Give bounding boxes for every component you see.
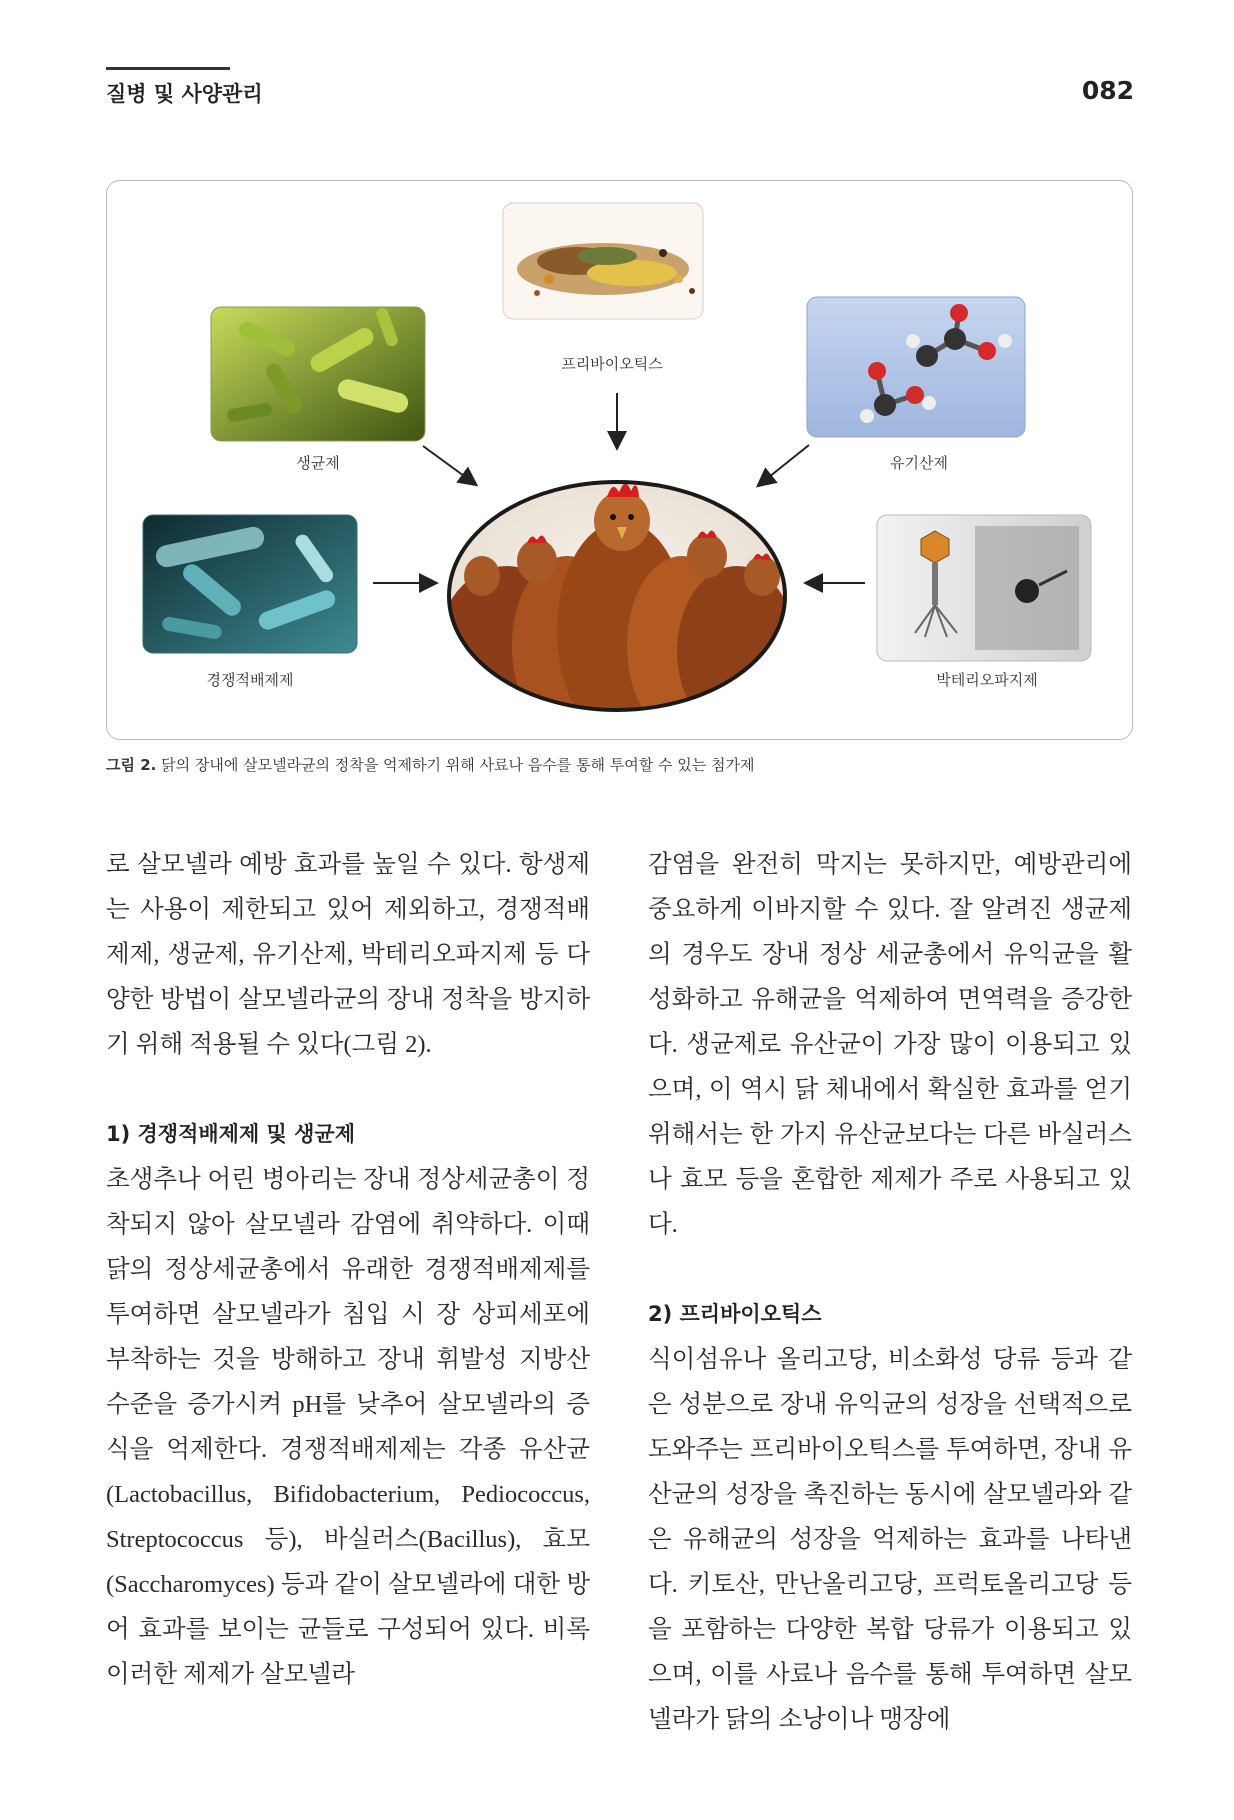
right-paragraph-2: 식이섬유나 올리고당, 비소화성 당류 등과 같은 성분으로 장내 유익균의 성장을 선택적으로 도와주는 프리바이오틱스를 투여하면, 장내 유산균의 성장을 촉진하는 동시에 살모넬라와 같은 유해균의 성장을 억제하는 효과를 나타낸다. 키토산, 만난올리고당, 프럭토올리고당 등을 포함하는 다양한 복합 당류가 이용되고 있으며, 이를 사료나 음수를 통해 투여하면 살모넬라가 닭의 소낭이나 맹장에 <box>648 1346 1132 1733</box>
caption-text: 닭의 장내에 살모넬라균의 정착을 억제하기 위해 사료나 음수를 통해 투여할 수 있는 첨가제 <box>156 756 755 774</box>
probiotics-image <box>211 306 425 441</box>
chickens-image <box>437 482 797 739</box>
label-organic-acids: 유기산제 <box>890 454 948 472</box>
label-competitive-exclusion: 경쟁적배제제 <box>206 671 294 689</box>
competitive-exclusion-image <box>143 515 357 653</box>
left-column <box>106 842 590 1697</box>
left-paragraph-1: 로 살모넬라 예방 효과를 높일 수 있다. 항생제는 사용이 제한되고 있어 제외하고, 경쟁적배제제, 생균제, 유기산제, 박테리오파지제 등 다양한 방법이 살모넬라균의 장내 정착을 방지하기 위해 적용될 수 있다(그림 2). <box>106 851 590 1058</box>
label-prebiotics: 프리바이오틱스 <box>561 355 663 373</box>
label-bacteriophage: 박테리오파지제 <box>936 671 1038 689</box>
right-column <box>648 842 1132 1742</box>
header-rule <box>106 67 230 70</box>
page-number: 082 <box>1081 76 1134 105</box>
caption-number: 그림 2. <box>106 756 157 774</box>
prebiotics-image <box>503 203 703 319</box>
organic-acids-image <box>807 297 1025 437</box>
section-title: 질병 및 사양관리 <box>106 82 263 106</box>
figure-2 <box>106 180 1133 740</box>
heading-prebiotics: 2) 프리바이오틱스 <box>648 1302 822 1326</box>
left-paragraph-2: 초생추나 어린 병아리는 장내 정상세균총이 정착되지 않아 살모넬라 감염에 취약하다. 이때 닭의 정상세균총에서 유래한 경쟁적배제제를 투여하면 살모넬라가 침입 시 장 상피세포에 부착하는 것을 방해하고 장내 휘발성 지방산 수준을 증가시켜 pH를 낮추어 살모넬라의 증식을 억제한다. 경쟁적배제제는 각종 유산균(Lactobacillus, Bifidobacterium, Pediococcus, Streptococcus 등), 바실러스(Bacillus), 효모(Saccharomyces) 등과 같이 살모넬라에 대한 방어 효과를 보이는 균들로 구성되어 있다. 비록 이러한 제제가 살모넬라 <box>106 1166 590 1688</box>
bacteriophage-image <box>877 515 1091 661</box>
right-paragraph-1: 감염을 완전히 막지는 못하지만, 예방관리에 중요하게 이바지할 수 있다. 잘 알려진 생균제의 경우도 장내 정상 세균총에서 유익균을 활성화하고 유해균을 억제하여 면역력을 증강한다. 생균제로 유산균이 가장 많이 이용되고 있으며, 이 역시 닭 체내에서 확실한 효과를 얻기 위해서는 한 가지 유산균보다는 다른 바실러스나 효모 등을 혼합한 제제가 주로 사용되고 있다. <box>648 851 1132 1238</box>
figure-caption <box>106 754 754 775</box>
heading-competitive-exclusion: 1) 경쟁적배제제 및 생균제 <box>106 1122 356 1146</box>
label-probiotics: 생균제 <box>296 454 340 472</box>
figure-diagram <box>107 181 1132 739</box>
